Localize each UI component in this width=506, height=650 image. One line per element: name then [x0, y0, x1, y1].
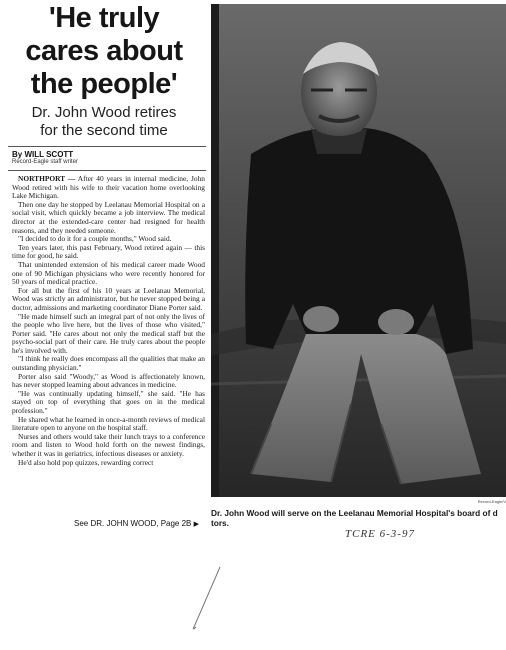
jump-arrow-icon: ▶	[193, 521, 200, 528]
article-paragraph: Porter also said "Woody," as Wood is affectionately known, has never stopped learning about advances in medicine.	[12, 371, 205, 390]
article-paragraph: "He made himself such an integral part of not only the lives of the people who live here, but the lives of those who visited," Porter said. "He cares about not only the medical staff but the psycho-social part of their care. He truly cares about the people he's involved with.	[12, 311, 205, 355]
article-paragraph: For all but the first of his 10 years at Leelanau Memorial, Wood was strictly an administrator, but he never stopped being a doctor, admissions and marketing coordinator Diane Porter said.	[12, 285, 205, 312]
article-paragraph: NORTHPORT — After 40 years in internal medicine, John Wood retired with his wife to their vacation home overlooking Lake Michigan.	[12, 175, 205, 201]
caption-line-2: tors.	[211, 518, 229, 528]
dateline: NORTHPORT —	[18, 175, 76, 183]
photo-credit: Record-Eagle/V	[477, 499, 506, 504]
article-body	[12, 175, 205, 520]
continuation-jump	[74, 519, 199, 528]
article-paragraph: Nurses and others would take their lunch trays to a conference room and listen to Wood hold forth on the newest findings, whether it was in geriatrics, infectious diseases or anxiety.	[12, 431, 205, 458]
headline-line-2: cares about	[25, 35, 183, 67]
article-paragraph: He shared what he learned in once-a-month reviews of medical literature open to anyone on the hospital staff.	[12, 414, 205, 433]
headline-line-1: 'He truly	[48, 2, 160, 34]
byline-rule	[8, 146, 206, 147]
handwritten-note: TCRE 6-3-97	[345, 528, 415, 540]
photo-graphic	[211, 4, 506, 497]
article-paragraph: Ten years later, this past February, Wood retired again — this time for good, he said.	[12, 242, 205, 261]
headline	[4, 2, 204, 101]
jump-target: DR. JOHN WOOD, Page 2B	[90, 519, 192, 528]
article-paragraph: "I decided to do it for a couple months," Wood said.	[18, 234, 172, 244]
subheadline-line-1: Dr. John Wood retires	[31, 104, 177, 121]
headline-line-3: the people'	[30, 68, 178, 100]
body-rule	[8, 170, 206, 171]
article-paragraph: "I think he really does encompass all the qualities that make an outstanding physician."	[12, 354, 205, 373]
jump-prefix: See	[74, 519, 89, 528]
pen-stroke-mark	[188, 565, 228, 635]
caption-line-1: Dr. John Wood will serve on the Leelanau Memorial Hospital's board of d	[211, 508, 498, 518]
byline: By WILL SCOTT	[12, 150, 74, 159]
subheadline-line-2: for the second time	[40, 122, 168, 139]
photo-caption	[211, 508, 506, 528]
article-paragraph: Then one day he stopped by Leelanau Memorial Hospital on a social visit, which quickly became a job interview. The medical director at the extended-care center had resigned for health reasons, and they needed someone.	[12, 199, 205, 235]
byline-role: Record-Eagle staff writer	[12, 159, 78, 165]
portrait-photo	[211, 4, 506, 497]
article-paragraph: He'd also hold pop quizzes, rewarding correct	[18, 457, 154, 467]
article-paragraph: That unintended extension of his medical career made Wood one of 90 Michigan physicians who were recently honored for 50 years of medical practice.	[12, 259, 205, 287]
article-paragraph: "He was continually updating himself," she said. "He has stayed on top of everything that goes on in the medical profession."	[12, 388, 205, 416]
subheadline	[4, 104, 204, 140]
